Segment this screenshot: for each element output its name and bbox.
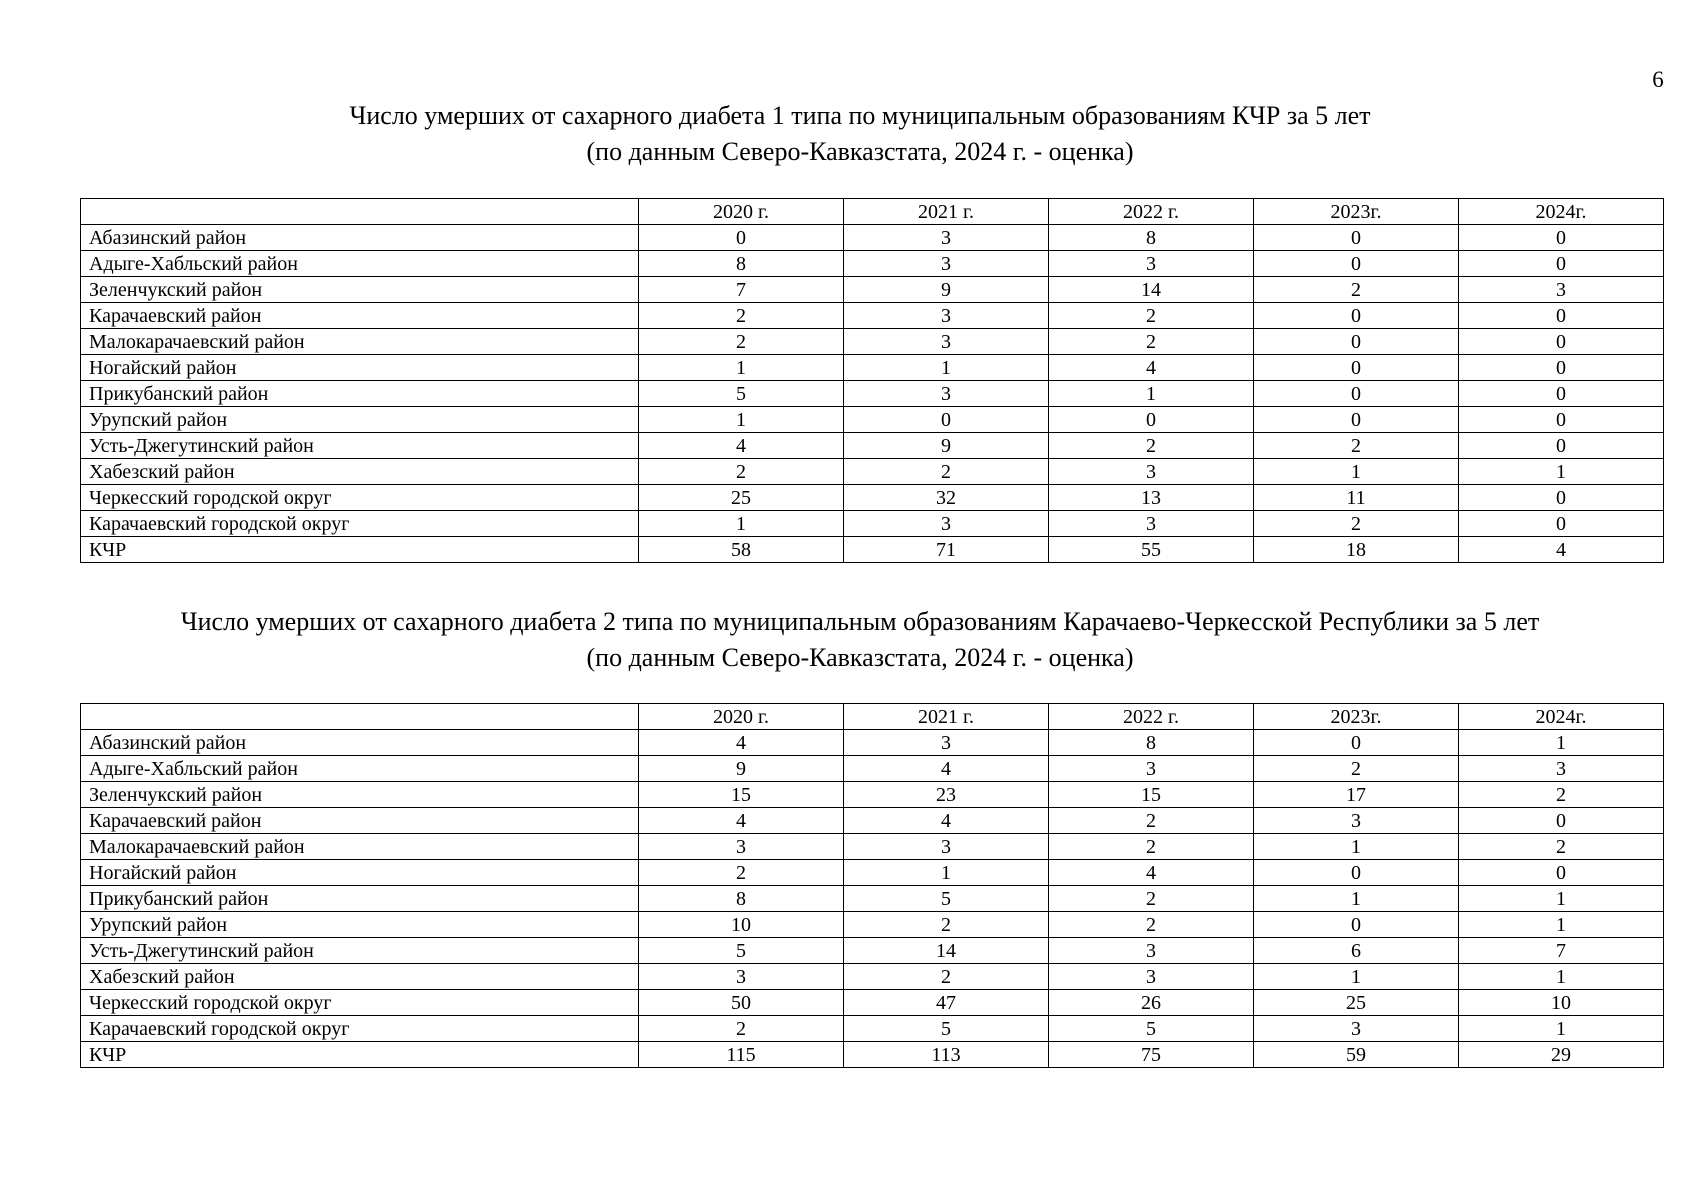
table-row bbox=[81, 381, 1664, 407]
table-cell: 2 bbox=[1049, 329, 1254, 355]
row-label: Зеленчукский район bbox=[81, 782, 639, 808]
table-cell: 3 bbox=[844, 303, 1049, 329]
table1-header-2024: 2024г. bbox=[1459, 199, 1664, 225]
table1-header-2022: 2022 г. bbox=[1049, 199, 1254, 225]
table-cell: 0 bbox=[844, 407, 1049, 433]
table-row bbox=[81, 511, 1664, 537]
row-label: Адыге-Хабльский район bbox=[81, 251, 639, 277]
table-cell: 32 bbox=[844, 485, 1049, 511]
table-cell: 5 bbox=[1049, 1016, 1254, 1042]
table-cell: 3 bbox=[1254, 1016, 1459, 1042]
table-cell: 0 bbox=[639, 225, 844, 251]
row-label: Зеленчукский район bbox=[81, 277, 639, 303]
table-cell: 3 bbox=[844, 730, 1049, 756]
table-cell: 5 bbox=[844, 886, 1049, 912]
table-cell: 10 bbox=[639, 912, 844, 938]
table-cell: 0 bbox=[1459, 251, 1664, 277]
table-cell: 0 bbox=[1254, 407, 1459, 433]
table2-title-line1: Число умерших от сахарного диабета 2 типа по муниципальным образованиям Карачаево-Черкесской Республики за 5 лет bbox=[180, 607, 1540, 636]
table-row bbox=[81, 433, 1664, 459]
table-cell: 0 bbox=[1459, 225, 1664, 251]
table-cell: 4 bbox=[844, 808, 1049, 834]
table-row bbox=[81, 251, 1664, 277]
table-cell: 4 bbox=[1049, 355, 1254, 381]
row-label: Ногайский район bbox=[81, 860, 639, 886]
row-label: Карачаевский городской округ bbox=[81, 511, 639, 537]
table-cell: 75 bbox=[1049, 1042, 1254, 1068]
table-cell: 3 bbox=[1049, 511, 1254, 537]
row-label: Усть-Джегутинский район bbox=[81, 433, 639, 459]
table-cell: 9 bbox=[639, 756, 844, 782]
table-cell: 6 bbox=[1254, 938, 1459, 964]
table1-header-2020: 2020 г. bbox=[639, 199, 844, 225]
table-cell: 0 bbox=[1459, 329, 1664, 355]
table-cell: 0 bbox=[1459, 511, 1664, 537]
table-cell: 8 bbox=[1049, 225, 1254, 251]
table-cell: 2 bbox=[1254, 433, 1459, 459]
table-cell: 71 bbox=[844, 537, 1049, 563]
table-cell: 55 bbox=[1049, 537, 1254, 563]
table-cell: 50 bbox=[639, 990, 844, 1016]
table-cell: 5 bbox=[639, 381, 844, 407]
table2-title bbox=[80, 604, 1640, 676]
table-cell: 3 bbox=[1254, 808, 1459, 834]
table-cell: 18 bbox=[1254, 537, 1459, 563]
table-cell: 1 bbox=[844, 860, 1049, 886]
table-cell: 1 bbox=[1254, 886, 1459, 912]
table-cell: 0 bbox=[1459, 860, 1664, 886]
table-cell: 8 bbox=[639, 251, 844, 277]
row-label: Ногайский район bbox=[81, 355, 639, 381]
table-row bbox=[81, 756, 1664, 782]
table-cell: 5 bbox=[844, 1016, 1049, 1042]
table1-header-blank bbox=[81, 199, 639, 225]
table-cell: 0 bbox=[1459, 381, 1664, 407]
table-row bbox=[81, 225, 1664, 251]
table-cell: 2 bbox=[639, 860, 844, 886]
table-row bbox=[81, 407, 1664, 433]
table-row bbox=[81, 886, 1664, 912]
table-cell: 14 bbox=[844, 938, 1049, 964]
table-cell: 15 bbox=[1049, 782, 1254, 808]
table2-body bbox=[81, 730, 1664, 1068]
table-cell: 2 bbox=[1049, 433, 1254, 459]
table-cell: 3 bbox=[844, 251, 1049, 277]
table1 bbox=[80, 198, 1664, 563]
table-cell: 0 bbox=[1254, 912, 1459, 938]
table2-header-2021: 2021 г. bbox=[844, 704, 1049, 730]
table-cell: 2 bbox=[639, 459, 844, 485]
table-cell: 1 bbox=[1459, 964, 1664, 990]
table-cell: 25 bbox=[1254, 990, 1459, 1016]
table1-title-line1: Число умерших от сахарного диабета 1 типа по муниципальным образованиям КЧР за 5 лет bbox=[349, 101, 1371, 130]
table-row bbox=[81, 537, 1664, 563]
table-cell: 2 bbox=[639, 1016, 844, 1042]
table-cell: 0 bbox=[1049, 407, 1254, 433]
table-cell: 113 bbox=[844, 1042, 1049, 1068]
row-label: Карачаевский городской округ bbox=[81, 1016, 639, 1042]
table-cell: 3 bbox=[639, 834, 844, 860]
table-cell: 14 bbox=[1049, 277, 1254, 303]
table-cell: 2 bbox=[639, 303, 844, 329]
table1-title bbox=[160, 98, 1560, 170]
table-row bbox=[81, 860, 1664, 886]
row-label: КЧР bbox=[81, 1042, 639, 1068]
table-row bbox=[81, 964, 1664, 990]
table-cell: 4 bbox=[1459, 537, 1664, 563]
table-cell: 3 bbox=[844, 511, 1049, 537]
table2-header-2023: 2023г. bbox=[1254, 704, 1459, 730]
table-row bbox=[81, 303, 1664, 329]
table-row bbox=[81, 808, 1664, 834]
table-cell: 4 bbox=[1049, 860, 1254, 886]
table2-title-line2: (по данным Северо-Кавказстата, 2024 г. - оценка) bbox=[586, 643, 1134, 672]
table-cell: 0 bbox=[1254, 860, 1459, 886]
table-cell: 1 bbox=[1254, 964, 1459, 990]
table-row bbox=[81, 730, 1664, 756]
table-cell: 0 bbox=[1459, 355, 1664, 381]
table-row bbox=[81, 459, 1664, 485]
table-cell: 2 bbox=[1049, 834, 1254, 860]
table-cell: 0 bbox=[1459, 485, 1664, 511]
table-cell: 0 bbox=[1254, 225, 1459, 251]
table-cell: 1 bbox=[1254, 459, 1459, 485]
table1-title-line2: (по данным Северо-Кавказстата, 2024 г. - оценка) bbox=[586, 137, 1134, 166]
table-cell: 3 bbox=[844, 834, 1049, 860]
table-cell: 9 bbox=[844, 277, 1049, 303]
table-cell: 1 bbox=[1459, 459, 1664, 485]
table-cell: 0 bbox=[1254, 251, 1459, 277]
row-label: Абазинский район bbox=[81, 730, 639, 756]
table-cell: 58 bbox=[639, 537, 844, 563]
table-cell: 1 bbox=[1254, 834, 1459, 860]
table-cell: 4 bbox=[639, 808, 844, 834]
table-cell: 2 bbox=[844, 459, 1049, 485]
table1-header-2023: 2023г. bbox=[1254, 199, 1459, 225]
row-label: Урупский район bbox=[81, 912, 639, 938]
table-row bbox=[81, 912, 1664, 938]
table-cell: 1 bbox=[1459, 1016, 1664, 1042]
table-row bbox=[81, 834, 1664, 860]
table-cell: 2 bbox=[844, 912, 1049, 938]
table-cell: 4 bbox=[639, 433, 844, 459]
table-cell: 1 bbox=[639, 511, 844, 537]
table-cell: 9 bbox=[844, 433, 1049, 459]
table-cell: 29 bbox=[1459, 1042, 1664, 1068]
table-cell: 1 bbox=[639, 407, 844, 433]
table-cell: 59 bbox=[1254, 1042, 1459, 1068]
table-cell: 47 bbox=[844, 990, 1049, 1016]
table-cell: 3 bbox=[1049, 251, 1254, 277]
table-row bbox=[81, 782, 1664, 808]
table-cell: 0 bbox=[1459, 407, 1664, 433]
table-cell: 5 bbox=[639, 938, 844, 964]
table-cell: 10 bbox=[1459, 990, 1664, 1016]
table-cell: 1 bbox=[1459, 886, 1664, 912]
table-cell: 15 bbox=[639, 782, 844, 808]
table-cell: 1 bbox=[1049, 381, 1254, 407]
table-cell: 2 bbox=[1254, 511, 1459, 537]
table-row bbox=[81, 990, 1664, 1016]
table-cell: 2 bbox=[1049, 912, 1254, 938]
table-cell: 2 bbox=[1254, 756, 1459, 782]
table-row bbox=[81, 329, 1664, 355]
table-row bbox=[81, 1042, 1664, 1068]
table-cell: 3 bbox=[639, 964, 844, 990]
table-cell: 3 bbox=[1049, 938, 1254, 964]
table-cell: 8 bbox=[1049, 730, 1254, 756]
table-cell: 2 bbox=[1049, 808, 1254, 834]
table-cell: 4 bbox=[639, 730, 844, 756]
table-cell: 3 bbox=[844, 381, 1049, 407]
row-label: Прикубанский район bbox=[81, 381, 639, 407]
row-label: Хабезский район bbox=[81, 459, 639, 485]
table-cell: 0 bbox=[1459, 303, 1664, 329]
table-cell: 1 bbox=[639, 355, 844, 381]
table-cell: 2 bbox=[1049, 303, 1254, 329]
table-cell: 2 bbox=[639, 329, 844, 355]
table1-body bbox=[81, 225, 1664, 563]
table-cell: 3 bbox=[1049, 756, 1254, 782]
table-cell: 3 bbox=[1459, 756, 1664, 782]
table-row bbox=[81, 485, 1664, 511]
row-label: Малокарачаевский район bbox=[81, 834, 639, 860]
table-cell: 17 bbox=[1254, 782, 1459, 808]
table2-header-2024: 2024г. bbox=[1459, 704, 1664, 730]
table2 bbox=[80, 703, 1664, 1068]
table1-header-row bbox=[81, 199, 1664, 225]
table-cell: 0 bbox=[1254, 329, 1459, 355]
table2-header-2020: 2020 г. bbox=[639, 704, 844, 730]
row-label: Карачаевский район bbox=[81, 303, 639, 329]
table-cell: 3 bbox=[844, 225, 1049, 251]
row-label: Прикубанский район bbox=[81, 886, 639, 912]
row-label: Малокарачаевский район bbox=[81, 329, 639, 355]
table-cell: 1 bbox=[844, 355, 1049, 381]
table-cell: 3 bbox=[1049, 964, 1254, 990]
table2-header-row bbox=[81, 704, 1664, 730]
table-cell: 2 bbox=[1049, 886, 1254, 912]
table-cell: 3 bbox=[844, 329, 1049, 355]
row-label: Хабезский район bbox=[81, 964, 639, 990]
row-label: Урупский район bbox=[81, 407, 639, 433]
table-cell: 2 bbox=[1459, 782, 1664, 808]
row-label: Черкесский городской округ bbox=[81, 990, 639, 1016]
table-cell: 0 bbox=[1254, 730, 1459, 756]
table-cell: 23 bbox=[844, 782, 1049, 808]
table-cell: 115 bbox=[639, 1042, 844, 1068]
table-cell: 1 bbox=[1459, 912, 1664, 938]
table-cell: 25 bbox=[639, 485, 844, 511]
table-row bbox=[81, 1016, 1664, 1042]
table-cell: 7 bbox=[639, 277, 844, 303]
table2-header-blank bbox=[81, 704, 639, 730]
table-cell: 11 bbox=[1254, 485, 1459, 511]
table-row bbox=[81, 277, 1664, 303]
table-row bbox=[81, 938, 1664, 964]
table-cell: 2 bbox=[844, 964, 1049, 990]
table-cell: 3 bbox=[1459, 277, 1664, 303]
table-cell: 8 bbox=[639, 886, 844, 912]
row-label: Карачаевский район bbox=[81, 808, 639, 834]
table-cell: 0 bbox=[1254, 381, 1459, 407]
row-label: Абазинский район bbox=[81, 225, 639, 251]
table-row bbox=[81, 355, 1664, 381]
page-number: 6 bbox=[1652, 67, 1664, 92]
table-cell: 0 bbox=[1254, 303, 1459, 329]
table-cell: 7 bbox=[1459, 938, 1664, 964]
table-cell: 1 bbox=[1459, 730, 1664, 756]
row-label: Черкесский городской округ bbox=[81, 485, 639, 511]
table-cell: 2 bbox=[1459, 834, 1664, 860]
table2-header-2022: 2022 г. bbox=[1049, 704, 1254, 730]
table1-header-2021: 2021 г. bbox=[844, 199, 1049, 225]
row-label: Адыге-Хабльский район bbox=[81, 756, 639, 782]
table-cell: 0 bbox=[1459, 808, 1664, 834]
row-label: Усть-Джегутинский район bbox=[81, 938, 639, 964]
table-cell: 0 bbox=[1459, 433, 1664, 459]
table-cell: 4 bbox=[844, 756, 1049, 782]
table-cell: 26 bbox=[1049, 990, 1254, 1016]
table-cell: 3 bbox=[1049, 459, 1254, 485]
row-label: КЧР bbox=[81, 537, 639, 563]
table-cell: 0 bbox=[1254, 355, 1459, 381]
table-cell: 13 bbox=[1049, 485, 1254, 511]
table-cell: 2 bbox=[1254, 277, 1459, 303]
